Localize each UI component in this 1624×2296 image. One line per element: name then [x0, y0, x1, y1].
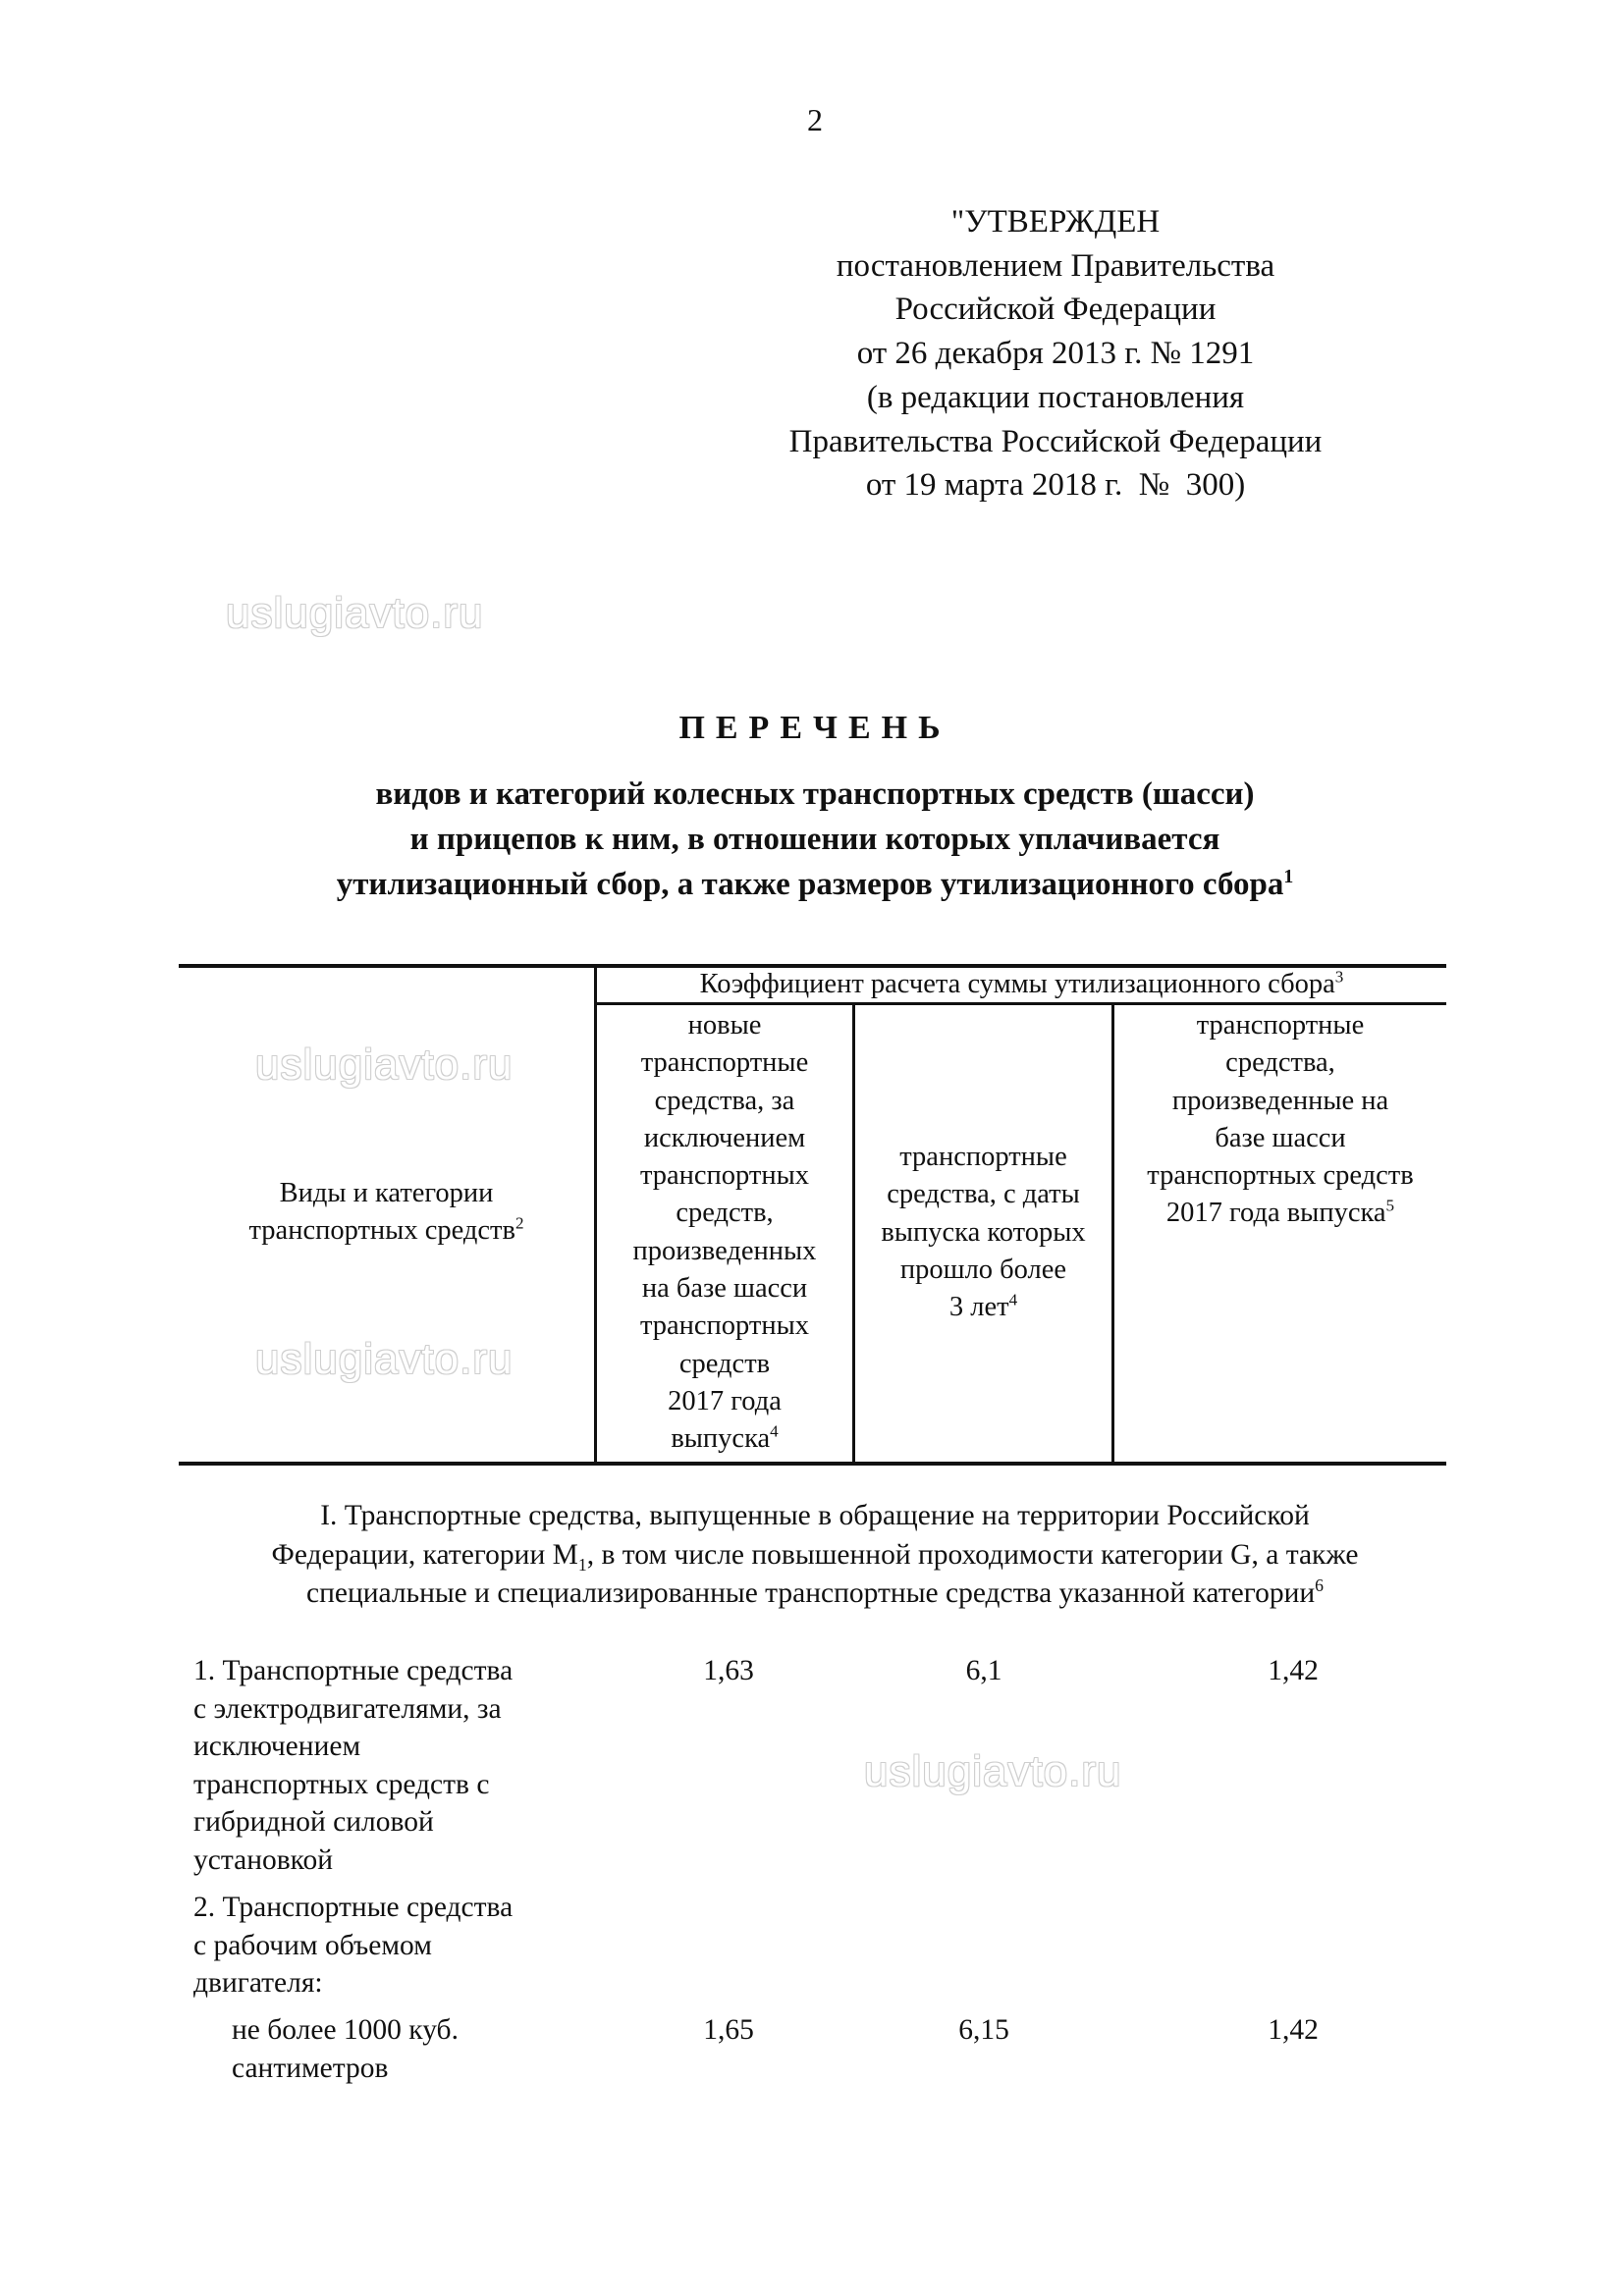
header-line: транспортных [639, 1310, 810, 1342]
title-subtitle [167, 772, 1463, 907]
header-line: транспортные [1196, 1010, 1365, 1041]
table-row-label [193, 1652, 513, 1879]
row-label-line: установкой [193, 1843, 334, 1876]
title-sub-line-text: утилизационный сбор, а также размеров утилизационного сбора [336, 867, 1284, 902]
row-label-line: сантиметров [232, 2052, 389, 2084]
header-line: Виды и категории [279, 1178, 494, 1208]
section-heading [177, 1497, 1453, 1614]
watermark: uslugiavto.ru [226, 589, 484, 637]
approval-line: Правительства Российской Федерации [788, 423, 1323, 459]
header-line-text: Коэффициент расчета суммы утилизационного сбора [699, 969, 1335, 999]
header-line-text: транспортных средств [248, 1215, 515, 1247]
watermark: uslugiavto.ru [255, 1335, 514, 1383]
header-line: средств [678, 1348, 771, 1379]
header-line: базе шасси [1215, 1122, 1346, 1153]
header-line [179, 1212, 594, 1250]
header-line: средств, [676, 1198, 774, 1229]
watermark: uslugiavto.ru [255, 1041, 514, 1089]
section-line [177, 1575, 1453, 1614]
header-line [597, 966, 1446, 1003]
header-line [855, 1289, 1111, 1326]
document-title [167, 709, 1463, 907]
footnote-marker: 3 [1334, 967, 1344, 987]
header-line: исключением [643, 1122, 806, 1153]
watermark: uslugiavto.ru [864, 1747, 1122, 1795]
header-line: 2017 года [668, 1385, 782, 1416]
row-label-line: исключением [193, 1731, 361, 1762]
header-line: на базе шасси [641, 1273, 808, 1305]
header-older-3-years [855, 1139, 1111, 1326]
page-number: 2 [807, 102, 823, 137]
title-sub-line: и прицепов к ним, в отношении которых уплачивается [409, 822, 1220, 857]
header-line [597, 1420, 852, 1458]
table-row-label [193, 1889, 513, 2002]
header-line: транспортных [639, 1160, 810, 1192]
approval-line: Российской Федерации [894, 292, 1217, 328]
footnote-marker: 2 [514, 1213, 524, 1233]
footnote-marker: 5 [1385, 1196, 1395, 1215]
header-line-text: 2017 года выпуска [1165, 1198, 1386, 1229]
header-line: транспортные [899, 1142, 1067, 1172]
row-label-line: двигателя: [193, 1967, 323, 1999]
header-line-text: 3 лет [948, 1292, 1009, 1323]
footnote-marker: 4 [1008, 1290, 1018, 1309]
header-chassis-2017 [1114, 1007, 1446, 1233]
title-main: ПЕРЕЧЕНЬ [678, 710, 951, 746]
approval-line: от 26 декабря 2013 г. № 1291 [856, 336, 1255, 372]
header-line: транспортных средств [1147, 1160, 1414, 1192]
section-line [177, 1536, 1453, 1575]
row-label-line: 2. Транспортные средства [193, 1892, 514, 1923]
approval-line: "УТВЕРЖДЕН [950, 204, 1161, 240]
value-older-3y: 6,15 [958, 2014, 1009, 2046]
header-line: новые [687, 1010, 762, 1041]
value-new: 1,65 [703, 2014, 754, 2046]
category-subscript: 1 [577, 1554, 587, 1575]
approval-line: постановлением Правительства [836, 247, 1275, 284]
value-chassis-2017: 1,42 [1268, 1655, 1319, 1686]
header-line: произведенные на [1171, 1085, 1389, 1116]
approval-line: (в редакции постановления [866, 379, 1245, 415]
row-label-line: гибридной силовой [193, 1806, 434, 1838]
row-label-line: с электродвигателями, за [193, 1692, 502, 1725]
header-line: средства, [1225, 1047, 1335, 1079]
header-line: средства, за [654, 1085, 795, 1116]
header-line: прошло более [899, 1254, 1067, 1285]
table-row-label [232, 2011, 459, 2087]
header-line [1114, 1195, 1446, 1232]
approval-block [722, 200, 1389, 507]
section-line-text: Федерации, категории M [271, 1538, 578, 1571]
value-older-3y: 6,1 [965, 1655, 1002, 1686]
row-label-line: 1. Транспортные средства [193, 1655, 514, 1686]
value-chassis-2017: 1,42 [1268, 2014, 1319, 2046]
title-sub-line [167, 862, 1463, 907]
row-label-line: с рабочим объемом [193, 1929, 432, 1961]
header-vehicle-types [179, 1175, 594, 1251]
row-label-line: транспортных средств с [193, 1768, 490, 1800]
header-line: средства, с даты [887, 1179, 1080, 1210]
header-coefficient-group [597, 966, 1446, 1003]
footnote-marker: 4 [770, 1421, 779, 1441]
header-line: произведенных [632, 1235, 817, 1266]
table-header-bottom-rule [179, 1462, 1446, 1466]
value-new: 1,63 [703, 1655, 754, 1686]
section-line-text: , в том числе повышенной проходимости категории G, а также [586, 1538, 1359, 1571]
header-line-text: выпуска [671, 1423, 771, 1455]
footnote-marker: 6 [1315, 1575, 1324, 1596]
section-line: I. Транспортные средства, выпущенные в обращение на территории Российской [320, 1500, 1310, 1531]
section-line-text: специальные и специализированные транспортные средства указанной категории [306, 1577, 1316, 1609]
header-line: выпуска которых [881, 1216, 1086, 1248]
header-new-vehicles [597, 1007, 852, 1459]
header-line: транспортные [640, 1047, 809, 1079]
footnote-marker: 1 [1283, 866, 1294, 887]
title-sub-line: видов и категорий колесных транспортных средств (шасси) [375, 776, 1255, 812]
approval-line: от 19 марта 2018 г. № 300) [865, 467, 1246, 504]
row-label-line: не более 1000 куб. [232, 2014, 459, 2046]
